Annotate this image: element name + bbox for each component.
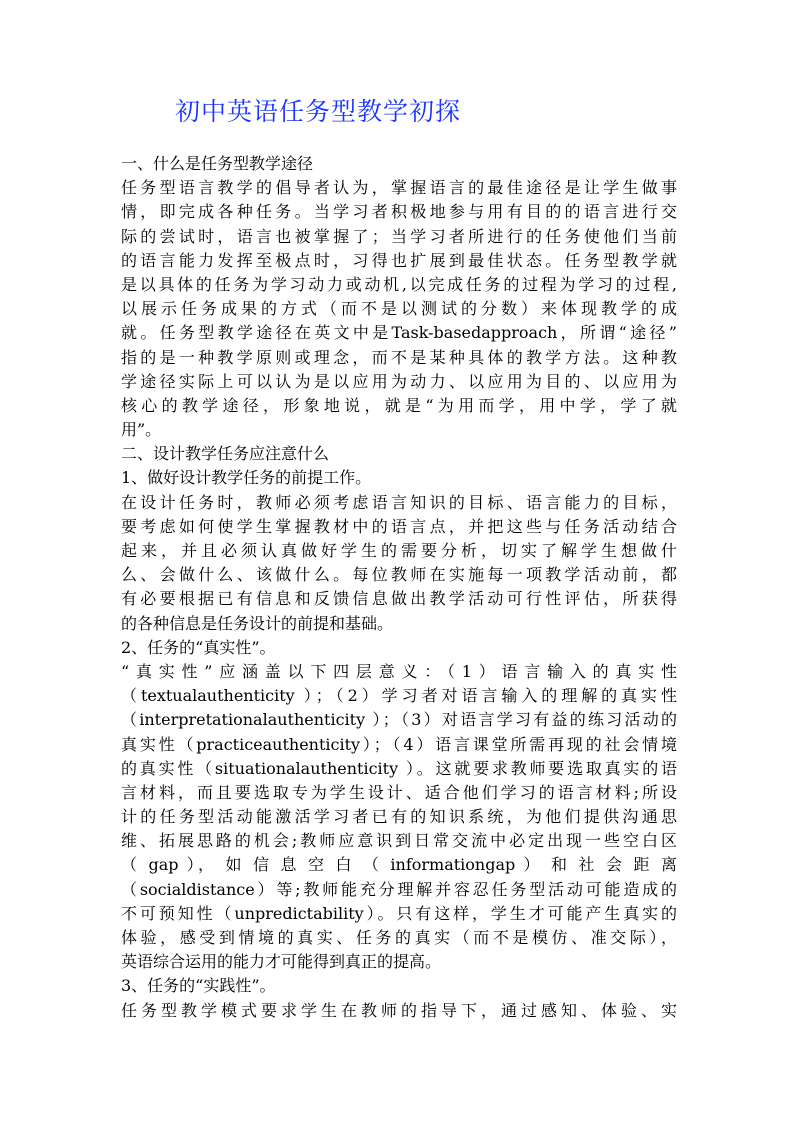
- text-line: 言材料，而且要选取专为学生设计、适合他们学习的语言材料;所设: [121, 782, 677, 802]
- text-line: 要考虑如何使学生掌握教材中的语言点，并把这些与任务活动结合: [121, 516, 677, 536]
- text-line: 在设计任务时，教师必须考虑语言知识的目标、语言能力的目标，: [121, 492, 677, 512]
- text-line: 以展示任务成果的方式（而不是以测试的分数）来体现教学的成: [121, 299, 677, 319]
- text-line: 际的尝试时，语言也被掌握了；当学习者所进行的任务使他们当前: [121, 226, 677, 246]
- text-line: 计的任务型活动能激活学习者已有的知识系统，为他们提供沟通思: [121, 807, 677, 827]
- document-title: 初中英语任务型教学初探: [175, 97, 462, 126]
- text-line: 英语综合运用的能力才可能得到真正的提高。: [121, 952, 442, 972]
- text-line: 指的是一种教学原则或理念，而不是某种具体的教学方法。这种教: [121, 347, 677, 367]
- text-line: 维、拓展思路的机会;教师应意识到日常交流中必定出现一些空白区: [121, 831, 677, 851]
- text-line: （interpretationalauthenticity ）；（3）对语言学习有益的练习活动的: [121, 710, 677, 730]
- text-line: 核心的教学途径，形象地说，就是“为用而学，用中学，学了就: [121, 395, 677, 415]
- text-line: 体验，感受到情境的真实、任务的真实（而不是模仿、准交际），: [121, 928, 677, 947]
- text-line: 一、什么是任务型教学途径: [121, 154, 314, 173]
- text-line: 情，即完成各种任务。当学习者积极地参与用有目的的语言进行交: [121, 202, 677, 222]
- text-line: 的语言能力发挥至极点时，习得也扩展到最佳状态。任务型教学就: [121, 250, 677, 270]
- text-line: 2、任务的“真实性”。: [121, 637, 276, 657]
- text-line: （textualauthenticity ）；（2）学习者对语言输入的理解的真实性: [121, 686, 677, 706]
- text-line: 是以具体的任务为学习动力或动机,以完成任务的过程为学习的过程,: [121, 274, 677, 294]
- text-line: 二、设计教学任务应注意什么: [121, 444, 330, 464]
- text-line: 起来，并且必须认真做好学生的需要分析，切实了解学生想做什: [121, 541, 677, 560]
- text-line: “真实性”应涵盖以下四层意义：（1）语言输入的真实性: [121, 661, 677, 681]
- text-line: 学途径实际上可以认为是以应用为动力、以应用为目的、以应用为: [121, 371, 677, 391]
- text-line: 任务型教学模式要求学生在教师的指导下，通过感知、体验、实: [121, 1000, 677, 1020]
- text-line: 么、会做什么、该做什么。每位教师在实施每一项教学活动前，都: [121, 565, 677, 585]
- text-line: （ gap ）， 如 信 息 空 白 （ informationgap ） 和 社 会 距 离: [121, 855, 677, 875]
- text-line: 有必要根据已有信息和反馈信息做出教学活动可行性评估，所获得: [121, 589, 677, 609]
- text-line: 的各种信息是任务设计的前提和基础。: [121, 613, 394, 633]
- text-line: 3、任务的“实践性”。: [121, 976, 276, 996]
- text-line: 不可预知性（unpredictability）。只有这样，学生才可能产生真实的: [121, 903, 677, 923]
- text-line: 用”。: [121, 420, 162, 440]
- text-line: 任务型语言教学的倡导者认为，掌握语言的最佳途径是让学生做事: [121, 178, 677, 198]
- text-line: 就。任务型教学途径在英文中是Task-basedapproach，所谓“途径”: [121, 323, 677, 343]
- document-body: [121, 152, 677, 1023]
- text-line: （socialdistance）等;教师能充分理解并容忍任务型活动可能造成的: [121, 879, 677, 899]
- text-line: 1、做好设计教学任务的前提工作。: [121, 468, 372, 488]
- text-line: 真实性（practiceauthenticity）；（4）语言课堂所需再现的社会情境: [121, 734, 677, 754]
- text-line: 的真实性（situationalauthenticity ）。这就要求教师要选取真实的语: [121, 758, 677, 778]
